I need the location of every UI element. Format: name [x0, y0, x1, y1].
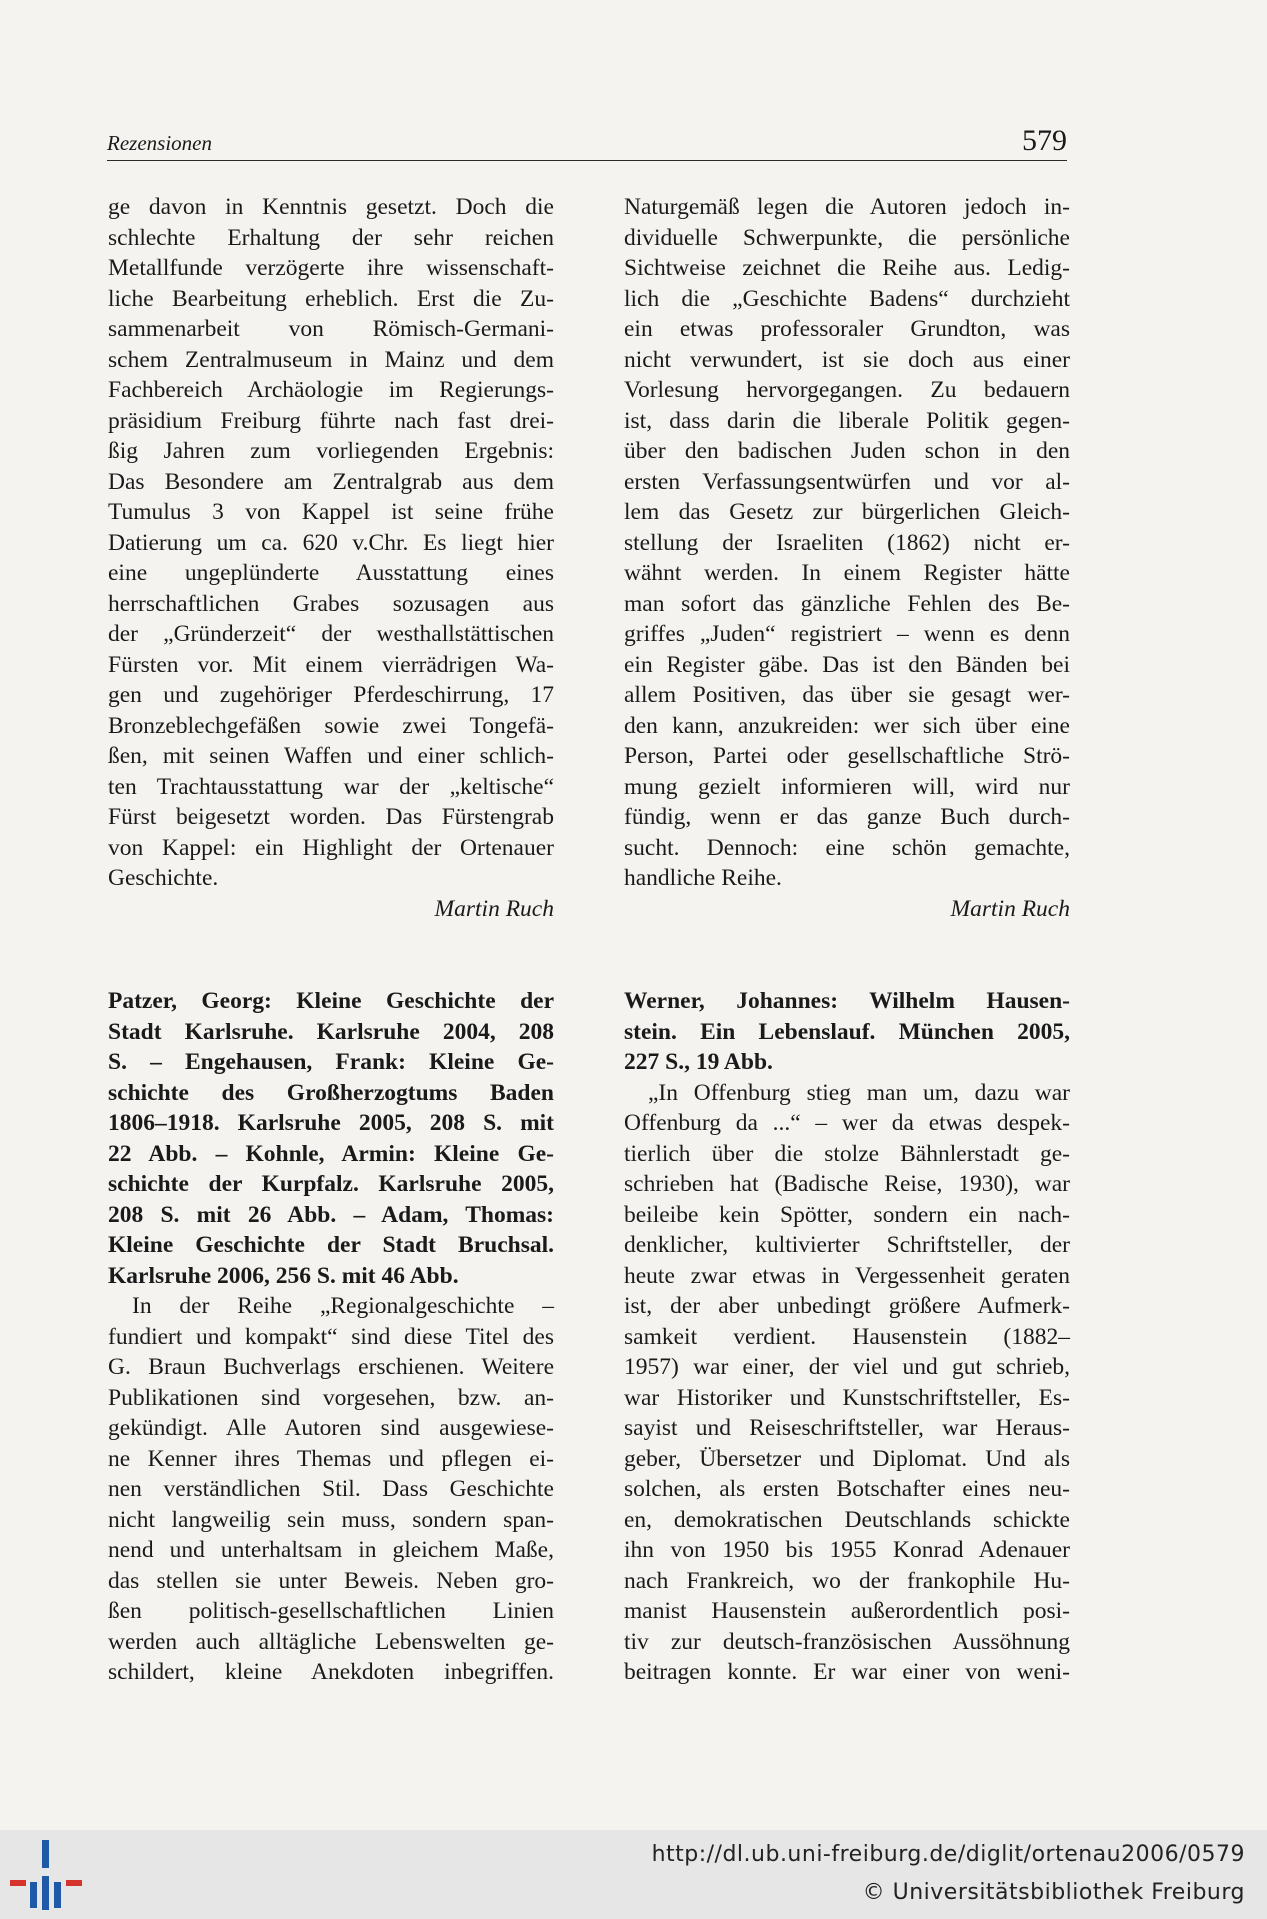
body-line: „In Offenburg stieg man um, dazu war	[648, 1079, 1070, 1106]
review-heading-line: Karlsruhe 2006, 256 S. mit 46 Abb.	[108, 1262, 459, 1289]
body-line: solchen, als ersten Botschafter eines neu-	[624, 1476, 1070, 1502]
body-line: war Historiker und Kunstschriftsteller, Es-	[624, 1384, 1070, 1411]
review-heading-line: S. – Engehausen, Frank: Kleine Ge-	[108, 1049, 554, 1075]
body-line: Naturgemäß legen die Autoren jedoch in-	[624, 194, 1070, 220]
body-line: lich die „Geschichte Badens“ durchzieht	[624, 285, 1070, 312]
body-line: von Kappel: ein Highlight der Ortenauer	[108, 834, 554, 861]
body-line: schildert, kleine Anekdoten inbegriffen.	[108, 1659, 554, 1685]
body-line: fündig, wenn er das ganze Buch durch-	[624, 804, 1070, 830]
review-heading-line: Kleine Geschichte der Stadt Bruchsal.	[108, 1232, 554, 1258]
body-line: sucht. Dennoch: eine schön gemachte,	[624, 834, 1070, 861]
body-line: ist, dass darin die liberale Politik gegen-	[624, 407, 1070, 434]
body-line: en, demokratischen Deutschlands schickte	[624, 1506, 1070, 1533]
body-line: Metallfunde verzögerte ihre wissenschaft-	[108, 255, 554, 281]
body-line: Offenburg da ...“ – wer da etwas despek-	[624, 1110, 1070, 1136]
permalink-url[interactable]: http://dl.ub.uni-freiburg.de/diglit/ortenau2006/0579	[651, 1842, 1245, 1867]
body-line: eine ungeplünderte Ausstattung eines	[108, 560, 554, 586]
body-line: tierlich über die stolze Bähnlerstadt ge-	[624, 1140, 1070, 1167]
body-line: samkeit verdient. Hausenstein (1882–	[624, 1323, 1070, 1350]
body-line: ßig Jahren zum vorliegenden Ergebnis:	[108, 438, 554, 464]
body-line: heute zwar etwas in Vergessenheit geraten	[624, 1262, 1070, 1289]
body-line: sammenarbeit von Römisch-Germani-	[108, 316, 554, 342]
body-line: Person, Partei oder gesellschaftliche Strö-	[624, 743, 1070, 769]
body-line: ein etwas professoraler Grundton, was	[624, 316, 1070, 342]
review-heading-line: stein. Ein Lebenslauf. München 2005,	[624, 1018, 1070, 1045]
body-line: manist Hausenstein außerordentlich posi-	[624, 1598, 1070, 1624]
column-bottom-right	[624, 986, 1070, 1688]
body-line: nach Frankreich, wo der frankophile Hu-	[624, 1567, 1070, 1594]
body-line: schem Zentralmuseum in Mainz und dem	[108, 346, 554, 373]
body-line: sayist und Reiseschriftsteller, war Heraus-	[624, 1415, 1070, 1441]
body-line: der „Gründerzeit“ der westhallstättischen	[108, 621, 554, 647]
body-line: Vorlesung hervorgegangen. Zu bedauern	[624, 377, 1070, 403]
body-line: nend und unterhaltsam in gleichem Maße,	[108, 1537, 554, 1563]
body-line: man sofort das gänzliche Fehlen des Be-	[624, 590, 1070, 617]
body-line: werden auch alltägliche Lebenswelten ge-	[108, 1628, 554, 1655]
review-heading-line: schichte des Großherzogtums Baden	[108, 1079, 554, 1106]
body-line: ßen politisch-gesellschaftlichen Linien	[108, 1598, 554, 1624]
body-line: beileibe kein Spötter, sondern ein nach-	[624, 1201, 1070, 1228]
body-line: Tumulus 3 von Kappel ist seine frühe	[108, 499, 554, 525]
review-heading-line: 22 Abb. – Kohnle, Armin: Kleine Ge-	[108, 1140, 554, 1167]
body-line: Das Besondere am Zentralgrab aus dem	[108, 468, 554, 495]
body-line: über den badischen Juden schon in den	[624, 438, 1070, 464]
body-line: ßen, mit seinen Waffen und einer schlich-	[108, 743, 554, 769]
body-line: ihn von 1950 bis 1955 Konrad Adenauer	[624, 1537, 1070, 1563]
review-heading-line: schichte der Kurpfalz. Karlsruhe 2005,	[108, 1171, 554, 1197]
body-line: nen verständlichen Stil. Dass Geschichte	[108, 1476, 554, 1502]
library-logo-icon	[8, 1840, 80, 1910]
section-title: Rezensionen	[107, 131, 212, 155]
reviewer-signature: Martin Ruch	[434, 895, 554, 922]
body-line: ge davon in Kenntnis gesetzt. Doch die	[108, 194, 554, 220]
copyright-notice: © Universitätsbibliothek Freiburg	[862, 1880, 1245, 1905]
body-line: gen und zugehöriger Pferdeschirrung, 17	[108, 682, 554, 708]
viewer-footer	[0, 1830, 1267, 1919]
body-line: handliche Reihe.	[624, 865, 782, 891]
review-heading-line: Werner, Johannes: Wilhelm Hausen-	[624, 988, 1070, 1014]
body-line: G. Braun Buchverlags erschienen. Weitere	[108, 1354, 554, 1380]
body-line: griffes „Juden“ registriert – wenn es denn	[624, 621, 1070, 647]
review-heading-line: 227 S., 19 Abb.	[624, 1049, 773, 1075]
body-line: ein Register gäbe. Das ist den Bänden bei	[624, 651, 1070, 678]
body-line: stellung der Israeliten (1862) nicht er-	[624, 529, 1070, 556]
body-line: ersten Verfassungsentwürfen und vor al-	[624, 468, 1070, 495]
body-line: präsidium Freiburg führte nach fast drei-	[108, 407, 554, 434]
body-line: nicht langweilig sein muss, sondern span-	[108, 1506, 554, 1533]
page-number: 579	[1022, 124, 1067, 157]
body-line: ten Trachtausstattung war der „keltische“	[108, 773, 554, 800]
review-heading-line: 208 S. mit 26 Abb. – Adam, Thomas:	[108, 1201, 554, 1228]
body-line: das stellen sie unter Beweis. Neben gro-	[108, 1567, 554, 1594]
body-line: herrschaftlichen Grabes sozusagen aus	[108, 590, 554, 617]
body-line: ne Kenner ihres Themas und pflegen ei-	[108, 1445, 554, 1472]
body-line: Fürsten vor. Mit einem vierrädrigen Wa-	[108, 651, 554, 678]
body-line: dividuelle Schwerpunkte, die persönliche	[624, 224, 1070, 251]
review-heading-line: 1806–1918. Karlsruhe 2005, 208 S. mit	[108, 1110, 554, 1136]
body-line: beitragen konnte. Er war einer von weni-	[624, 1659, 1070, 1685]
body-line: mung gezielt informieren will, wird nur	[624, 773, 1070, 800]
body-line: schlechte Erhaltung der sehr reichen	[108, 224, 554, 251]
body-line: denklicher, kultivierter Schriftsteller, der	[624, 1232, 1070, 1258]
body-line: liche Bearbeitung erheblich. Erst die Zu-	[108, 285, 554, 312]
body-line: 1957) war einer, der viel und gut schrieb,	[624, 1354, 1070, 1380]
column-top-left	[108, 192, 554, 924]
body-line: gekündigt. Alle Autoren sind ausgewiese-	[108, 1415, 554, 1441]
body-line: Sichtweise zeichnet die Reihe aus. Ledig-	[624, 255, 1070, 281]
body-line: allem Positiven, das über sie gesagt wer-	[624, 682, 1070, 708]
running-head	[107, 122, 1067, 161]
body-line: Fürst beigesetzt worden. Das Fürstengrab	[108, 804, 554, 830]
body-line: tiv zur deutsch-französischen Aussöhnung	[624, 1628, 1070, 1655]
body-line: fundiert und kompakt“ sind diese Titel des	[108, 1323, 554, 1350]
body-line: In der Reihe „Regionalgeschichte –	[132, 1293, 554, 1319]
reviewer-signature: Martin Ruch	[950, 895, 1070, 922]
body-line: geber, Übersetzer und Diplomat. Und als	[624, 1445, 1070, 1472]
body-line: lem das Gesetz zur bürgerlichen Gleich-	[624, 499, 1070, 525]
body-line: nicht verwundert, ist sie doch aus einer	[624, 346, 1070, 373]
body-line: den kann, anzukreiden: wer sich über eine	[624, 712, 1070, 739]
body-line: schrieben hat (Badische Reise, 1930), war	[624, 1171, 1070, 1197]
column-bottom-left	[108, 986, 554, 1688]
review-heading-line: Stadt Karlsruhe. Karlsruhe 2004, 208	[108, 1018, 554, 1045]
body-line: Bronzeblechgefäßen sowie zwei Tongefä-	[108, 712, 554, 739]
column-top-right	[624, 192, 1070, 924]
body-line: Geschichte.	[108, 865, 219, 891]
body-line: Datierung um ca. 620 v.Chr. Es liegt hier	[108, 529, 554, 556]
body-line: Publikationen sind vorgesehen, bzw. an-	[108, 1384, 554, 1411]
review-heading-line: Patzer, Georg: Kleine Geschichte der	[108, 988, 554, 1014]
body-line: wähnt werden. In einem Register hätte	[624, 560, 1070, 586]
body-line: Fachbereich Archäologie im Regierungs-	[108, 377, 554, 403]
body-line: ist, der aber unbedingt größere Aufmerk-	[624, 1293, 1070, 1319]
